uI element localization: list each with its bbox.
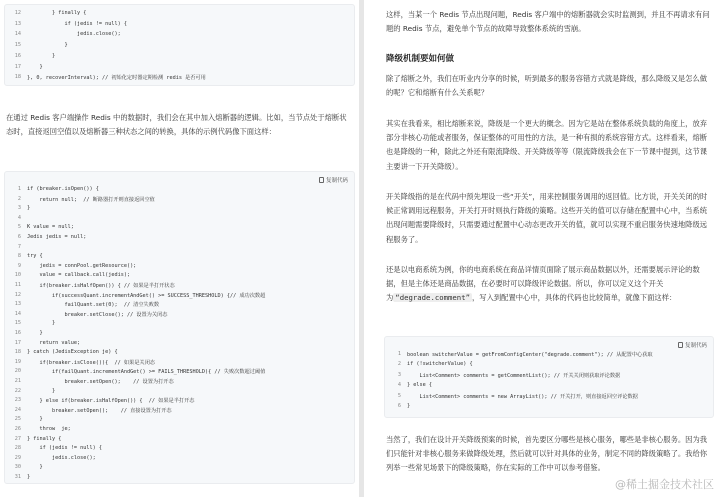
code-block-top [4,4,355,86]
code-line-number: 18 [14,349,21,356]
paragraph-ecommerce-example: 还是以电商系统为例，你的电商系统在商品详情页面除了展示商品数据以外，还需要展示评论的数据，但是主体还是商品数据，在必要时可以降级评论数据。所以，你可以定义这个开关为 “degrade.comment” ，写入到配置中心中，具体的代码也比较简单，就像下面这样： [386,265,700,303]
code-line: K value = null; [27,224,74,231]
code-line-number: 22 [14,387,21,394]
code-line-number: 12 [14,291,21,298]
code-line-number: 12 [14,10,21,16]
code-line: if (jedis != null) { [27,445,102,452]
paragraph-circuit-breaker-intro: 在通过 Redis 客户端操作 Redis 中的数据时，我们会在其中加入熔断器的逻辑。比如，当节点处于熔断状态时，直接返回空值以及熔断器三种状态之间的转换，具体的示例代码像下面这样： [6,113,347,137]
code-line: } [27,42,68,49]
code-line: } [407,403,411,409]
code-line: } [27,416,43,423]
section-heading-degrade: 降级机制要如何做 [386,54,455,64]
code-line: Jedis jedis = null; [27,234,87,240]
code-line: } [27,464,43,471]
code-line: if (breaker.isOpen()) { [27,186,99,192]
code-line-number: 26 [14,426,21,432]
config-key-code: “degrade.comment” [395,293,470,303]
code-line: } finally { [27,435,62,442]
code-line: jedis = connPool.getResource(); [27,262,137,269]
code-line: if(failQuant.incrementAndGet() >= FAILS_THRESHOLD){ // 失败次数超过阈值 [27,369,266,376]
code-block-switch [384,336,714,418]
code-line: } [27,387,56,394]
code-line: if (!switcherValue) { [407,361,473,368]
code-line: if(breaker.isClose()){ // 如果是关闭态 [27,359,155,366]
code-line-number: 13 [14,301,21,308]
code-line: if(breaker.isHalfOpen()) { // 如果是半打开状态 [27,283,175,289]
code-line-number: 17 [14,63,21,70]
code-line-number: 5 [17,224,21,231]
code-line-number: 16 [14,330,21,336]
code-line: } [27,63,43,70]
code-line-number: 15 [14,320,21,327]
code-line-number: 7 [17,243,21,250]
code-line: } else if(breaker.isHalfOpen()) { // 如果是半打开态 [27,398,195,405]
paragraph-switch-degrade: 开关降级指的是在代码中预先埋设一些“开关”，用来控制服务调用的返回值。比方说，开关关闭的时候正常调用远程服务，开关打开时则执行降级的策略。这些开关的值可以存储在配置中心中，当系统出现问题需要降级时，只需要通过配置中心动态更改开关的值，就可以实现不重启服务快速地降级远程服务了。 [386,192,708,244]
code-line-number: 3 [17,205,21,212]
code-line-number: 20 [14,368,21,375]
code-line-number: 10 [14,272,21,279]
code-line-number: 17 [14,339,21,346]
code-line: boolean switcherValue = getFromConfigCenter("degrade.comment"); // 从配置中心获取 [407,352,653,358]
code-line-number: 6 [397,403,401,409]
code-line-number: 31 [14,474,21,480]
code-line: failQuant.set(0); // 清空失败数 [27,302,160,309]
code-line-number: 2 [397,361,401,368]
code-line-number: 16 [14,52,21,59]
code-line: } catch (JedisException je) { [27,349,118,356]
copy-code-button[interactable]: 复制代码 [678,341,707,349]
code-line: if (jedis != null) { [27,20,127,27]
code-block-circuit-breaker [4,171,355,484]
code-line-number: 25 [14,416,21,423]
code-line-number: 14 [14,310,21,317]
code-line-number: 13 [14,20,21,27]
code-line: }, 0, recoverInterval); // 初始化定时器定期检测 redis 是否可用 [27,75,206,82]
paragraph-degrade-concept: 其实在我看来，相比熔断来说，降级是一个更大的概念。因为它是站在整体系统负载的角度上，放弃部分非核心功能或者服务，保证整体的可用性的方法，是一种有损的系统容错方式。这样看来，熔断也是降级的一种，除此之外还有限流降级、开关降级等等（限流降级我会在下一节课中提到，这节课主要讲一下开关降级）。 [386,119,708,171]
code-line-number: 11 [14,282,21,288]
code-line: breaker.setClose(); // 设置为关闭态 [27,311,168,318]
copy-icon [319,177,324,183]
code-line-number: 14 [14,31,21,38]
code-line: value = callback.call(jedis); [27,272,131,279]
code-line-number: 27 [14,435,21,442]
code-line-number: 2 [17,195,21,202]
code-line-number: 24 [14,406,21,413]
code-line: List<Comment> comments = getCommentList(); // 开关关闭则获取评论数据 [407,372,621,379]
code-line-number: 1 [17,186,21,192]
paragraph-degrade-question: 除了熔断之外，我们在听业内分享的时候，听到最多的服务容错方式就是降级，那么降级又是怎么做的呢？它和熔断有什么关系呢？ [386,74,708,98]
paragraph-avalanche: 这样，当某一个 Redis 节点出现问题，Redis 客户端中的熔断器就会实时监测到，并且不再请求有问题的 Redis 节点，避免单个节点的故障导致整体系统的雪崩。 [386,10,710,34]
code-line-number: 4 [397,382,401,389]
code-line-number: 3 [397,371,401,378]
code-line-number: 15 [14,42,21,49]
code-line: } [27,474,31,480]
code-line: } [27,52,56,59]
code-line: } finally { [27,10,87,16]
code-line-number: 28 [14,445,21,452]
code-line: } [27,330,43,336]
code-line-number: 30 [14,464,21,471]
right-page [364,0,720,497]
code-line: breaker.setOpen(); // 设置为打开态 [27,379,174,385]
code-line: throw je; [27,426,71,432]
left-page [0,0,359,497]
code-line: if(successQuant.incrementAndGet() >= SUCCESS_THRESHOLD) {// 成功次数超 [27,292,266,299]
code-line-number: 23 [14,397,21,404]
code-line: return null; // 断路器打开则直接返回空值 [27,196,155,203]
code-line-number: 8 [17,253,21,260]
code-line: jedis.close(); [27,454,96,461]
code-line: List<Comment> comments = new ArrayList(); // 开关打开，则直接返回空评论数据 [407,393,638,400]
code-line-number: 5 [397,392,401,399]
code-line: breaker.setOpen(); // 直接设置为打开态 [27,407,172,414]
code-line-number: 9 [17,262,21,269]
code-line: } [27,320,56,327]
code-line-number: 4 [17,214,21,221]
code-line-number: 1 [397,351,401,357]
code-line: } else { [407,382,432,389]
code-line-number: 21 [14,378,21,384]
watermark: @稀土掘金技术社区 [615,478,714,491]
paragraph-degrade-strategy: 当然了，我们在设计开关降级预案的时候，首先要区分哪些是核心服务，哪些是非核心服务。因为我们只能针对非核心服务来做降级处理，然后就可以针对具体的业务，制定不同的降级策略了。我给你列举一些常见场景下的降级策略，你在实际的工作中可以参考借鉴。 [386,435,708,473]
code-line: try { [27,253,43,260]
copy-icon [678,342,683,348]
code-line-number: 6 [17,234,21,240]
code-line-number: 19 [14,358,21,365]
code-line: } [27,205,31,212]
code-line-number: 29 [14,454,21,461]
copy-code-button[interactable]: 复制代码 [319,176,348,184]
code-line-number: 18 [14,74,21,81]
code-line: return value; [27,339,81,346]
code-line: jedis.close(); [27,31,121,38]
